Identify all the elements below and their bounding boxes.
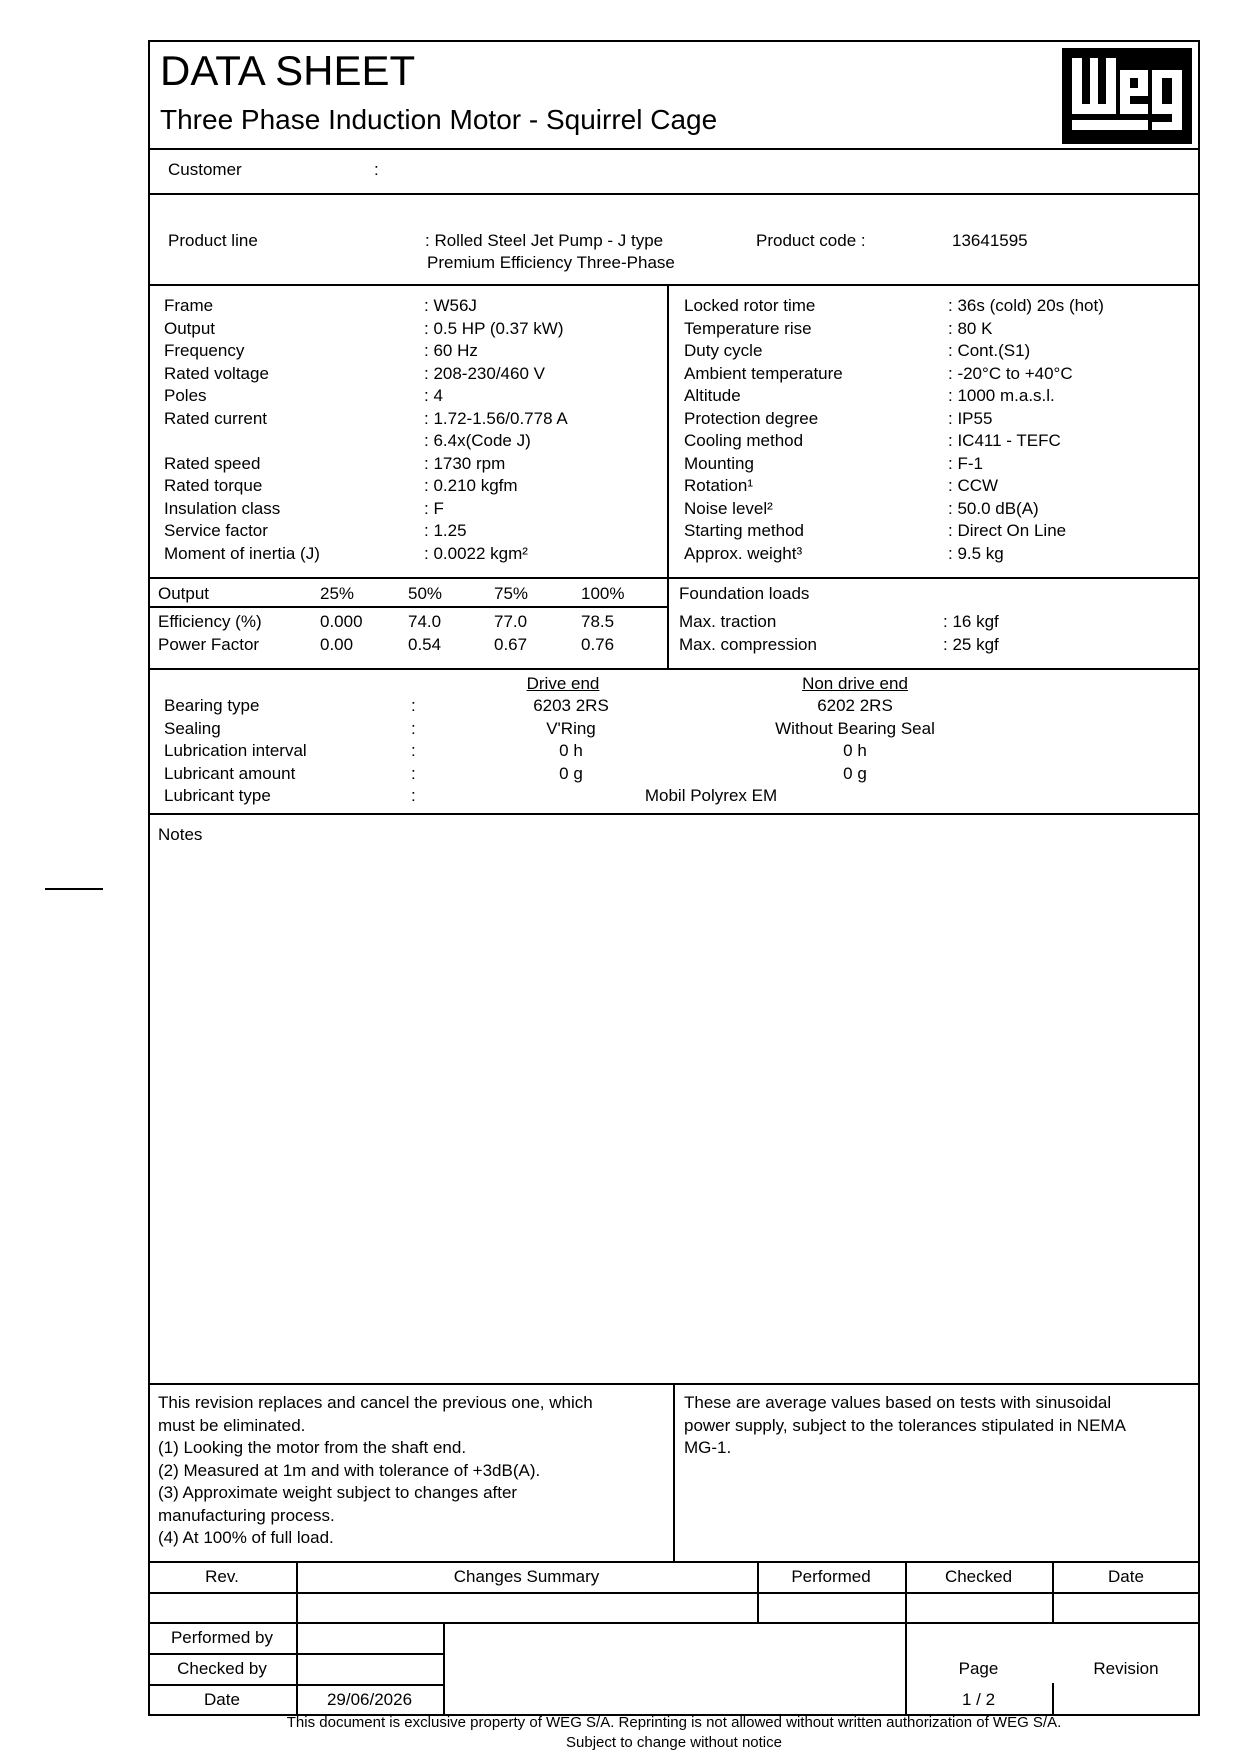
revision-label: Revision xyxy=(1093,1659,1159,1678)
spec-value: : 60 Hz xyxy=(424,341,478,360)
spec-label: Insulation class xyxy=(164,498,281,518)
spec-value: : 4 xyxy=(424,386,443,405)
margin-mark xyxy=(45,888,103,890)
spec-value: : 0.0022 kgm² xyxy=(424,543,528,563)
footnotes-column-divider xyxy=(673,1383,675,1562)
perf-divider xyxy=(148,668,1200,670)
changes-summary-header: Changes Summary xyxy=(453,1567,600,1586)
bearing-row-colon: : xyxy=(411,763,416,783)
spec-label: Rated torque xyxy=(164,476,263,495)
spec-label: Starting method xyxy=(684,521,805,540)
date-label: Date xyxy=(204,1690,240,1709)
non-drive-end-header: Non drive end xyxy=(802,674,908,693)
footnote-line: MG-1. xyxy=(684,1438,732,1457)
footnote-line: This revision replaces and cancel the previous one, which xyxy=(158,1393,593,1412)
footnotes-divider xyxy=(148,1561,1200,1563)
foundation-label: Max. compression xyxy=(679,635,817,654)
perf-cell: 0.67 xyxy=(494,635,528,654)
bearings-divider xyxy=(148,813,1200,815)
foundation-label: Max. traction xyxy=(679,612,777,631)
spec-value: : Direct On Line xyxy=(948,521,1067,540)
customer-colon: : xyxy=(374,160,379,179)
customer-label: Customer xyxy=(168,160,242,179)
rev-row-divider xyxy=(148,1622,1200,1624)
spec-value: : IC411 - TEFC xyxy=(948,431,1061,450)
footnote-line: manufacturing process. xyxy=(158,1505,335,1525)
bearing-nde-value: 0 h xyxy=(843,741,867,760)
specs-divider xyxy=(148,577,1200,579)
perf-header-output: Output xyxy=(158,584,210,603)
header-divider xyxy=(148,148,1200,150)
spec-value: : Cont.(S1) xyxy=(948,341,1031,360)
spec-label: Rated current xyxy=(164,408,267,428)
spec-value: : W56J xyxy=(424,296,477,315)
perf-cell: 74.0 xyxy=(408,612,442,631)
spec-label: Frame xyxy=(164,296,214,315)
bearing-nde-value: 0 g xyxy=(843,763,867,783)
perf-row-label: Power Factor xyxy=(158,635,260,654)
perf-cell: 77.0 xyxy=(494,612,528,631)
spec-value: : 6.4x(Code J) xyxy=(424,431,531,450)
page-revision-divider xyxy=(1052,1683,1054,1716)
perf-row-label: Efficiency (%) xyxy=(158,612,262,631)
spec-label: Frequency xyxy=(164,341,245,360)
spec-value: : 50.0 dB(A) xyxy=(948,498,1039,518)
product-code-label: Product code : xyxy=(756,231,866,250)
date-header: Date xyxy=(1108,1567,1144,1586)
bearing-row-label: Sealing xyxy=(164,718,221,738)
perf-header-25: 25% xyxy=(320,584,355,603)
perf-cell: 0.76 xyxy=(581,635,615,654)
bearing-de-value: 0 h xyxy=(559,741,583,760)
perf-cell: 0.00 xyxy=(320,635,354,654)
date-value: 29/06/2026 xyxy=(326,1690,413,1709)
spec-value: : 80 K xyxy=(948,318,993,338)
signoff-row-divider xyxy=(148,1653,443,1655)
notes-label: Notes xyxy=(158,825,203,844)
perf-header-100: 100% xyxy=(581,584,625,603)
page-title: DATA SHEET xyxy=(160,47,416,94)
rev-header-divider xyxy=(148,1592,1200,1594)
product-divider xyxy=(148,284,1200,286)
bearing-row-label: Bearing type xyxy=(164,696,260,715)
checked-by-label: Checked by xyxy=(177,1659,267,1678)
spec-value: : IP55 xyxy=(948,408,993,428)
perf-cell: 0.000 xyxy=(320,612,363,631)
spec-label: Rotation¹ xyxy=(684,476,753,495)
performed-header: Performed xyxy=(791,1567,871,1586)
spec-label: Locked rotor time xyxy=(684,296,816,315)
footnote-line: (3) Approximate weight subject to changes after xyxy=(158,1483,518,1502)
specs-column-divider xyxy=(667,284,669,668)
foundation-value: : 25 kgf xyxy=(943,635,999,654)
footnote-line: (1) Looking the motor from the shaft end. xyxy=(158,1438,467,1457)
spec-label: Temperature rise xyxy=(684,318,812,338)
spec-label: Cooling method xyxy=(684,431,804,450)
perf-header-75: 75% xyxy=(494,584,529,603)
weg-logo xyxy=(1062,48,1192,144)
spec-value: : 1730 rpm xyxy=(424,453,506,473)
customer-divider xyxy=(148,193,1200,195)
product-line-value-2: Premium Efficiency Three-Phase xyxy=(427,253,675,272)
bearing-nde-value: Without Bearing Seal xyxy=(775,718,935,738)
product-line-label: Product line xyxy=(168,231,258,250)
product-line-value: : Rolled Steel Jet Pump - J type xyxy=(425,231,664,250)
footnote-line: These are average values based on tests with sinusoidal xyxy=(684,1393,1112,1412)
spec-value: : -20°C to +40°C xyxy=(948,363,1073,383)
spec-label: Altitude xyxy=(684,386,741,405)
spec-label: Service factor xyxy=(164,521,268,540)
bearing-row-label: Lubrication interval xyxy=(164,741,307,760)
bearing-row-colon: : xyxy=(411,741,416,760)
spec-label: Moment of inertia (J) xyxy=(164,543,320,563)
spec-value: : 0.5 HP (0.37 kW) xyxy=(424,318,564,338)
footnote-line: power supply, subject to the tolerances stipulated in NEMA xyxy=(684,1415,1126,1435)
perf-header-50: 50% xyxy=(408,584,443,603)
bearing-row-colon: : xyxy=(411,696,416,715)
product-code-value: 13641595 xyxy=(952,231,1028,250)
spec-value: : 1.25 xyxy=(424,521,467,540)
spec-label: Mounting xyxy=(684,453,754,473)
lubricant-type-colon: : xyxy=(411,786,416,805)
bearing-de-value: 0 g xyxy=(559,763,583,783)
foundation-value: : 16 kgf xyxy=(943,612,999,631)
rev-header: Rev. xyxy=(205,1567,239,1586)
spec-value: : 36s (cold) 20s (hot) xyxy=(948,296,1104,315)
perf-header-divider xyxy=(148,606,667,608)
page-label: Page xyxy=(958,1659,999,1678)
footnote-line: (4) At 100% of full load. xyxy=(158,1528,334,1547)
foundation-title: Foundation loads xyxy=(679,584,810,603)
spec-label: Ambient temperature xyxy=(684,363,843,383)
spec-value: : 9.5 kg xyxy=(948,543,1004,563)
bearing-de-value: 6203 2RS xyxy=(533,696,609,715)
spec-value: : F xyxy=(424,498,444,518)
footer-notice: Subject to change without notice xyxy=(566,1734,782,1751)
bearing-nde-value: 6202 2RS xyxy=(817,696,893,715)
checked-header: Checked xyxy=(944,1567,1013,1586)
spec-label: Duty cycle xyxy=(684,341,763,360)
spec-label: Protection degree xyxy=(684,408,819,428)
bearing-de-value: V'Ring xyxy=(546,718,596,738)
spec-value: : 1000 m.a.s.l. xyxy=(948,386,1055,405)
bearing-row-colon: : xyxy=(411,718,416,738)
spec-value: : F-1 xyxy=(948,453,983,473)
spec-label: Rated voltage xyxy=(164,363,269,383)
page-value: 1 / 2 xyxy=(961,1690,996,1709)
spec-label: Rated speed xyxy=(164,453,261,473)
footnote-line: (2) Measured at 1m and with tolerance of +3dB(A). xyxy=(158,1460,541,1480)
drive-end-header: Drive end xyxy=(526,674,600,693)
bearing-row-label: Lubricant amount xyxy=(164,763,296,783)
spec-label: Approx. weight³ xyxy=(684,543,803,563)
spec-label: Output xyxy=(164,318,216,338)
lubricant-type-label: Lubricant type xyxy=(164,786,271,805)
performed-by-label: Performed by xyxy=(170,1628,274,1647)
spec-value: : 0.210 kgfm xyxy=(424,476,518,495)
footer-legal: This document is exclusive property of WEG S/A. Reprinting is not allowed without written authorization of WEG S/A. xyxy=(286,1714,1062,1731)
spec-value: : 208-230/460 V xyxy=(424,363,545,383)
perf-cell: 0.54 xyxy=(408,635,442,654)
spec-label: Poles xyxy=(164,386,207,405)
footnote-line: must be eliminated. xyxy=(158,1415,306,1435)
spec-value: : 1.72-1.56/0.778 A xyxy=(424,408,568,428)
signoff-row-divider xyxy=(148,1684,443,1686)
signoff-divider xyxy=(443,1622,445,1716)
spec-value: : CCW xyxy=(948,476,999,495)
spec-label: Noise level² xyxy=(684,498,773,518)
page-subtitle: Three Phase Induction Motor - Squirrel Cage xyxy=(160,104,718,135)
perf-cell: 78.5 xyxy=(581,612,615,631)
lubricant-type-value: Mobil Polyrex EM xyxy=(644,786,778,805)
